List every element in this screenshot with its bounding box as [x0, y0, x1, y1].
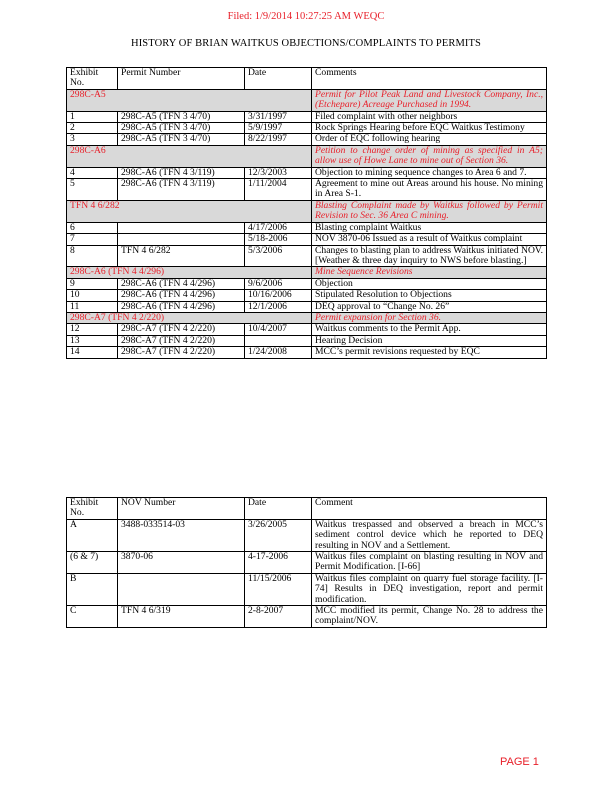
- table-row: [67, 179, 547, 201]
- nov-table-body: [67, 519, 547, 627]
- filed-stamp: Filed: 1/9/2014 10:27:25 AM WEQC: [227, 11, 385, 22]
- comment-cell: Stipulated Resolution to Objections: [312, 290, 547, 301]
- nov-cell: 3488-033514-03: [118, 519, 245, 551]
- table-row: [67, 234, 547, 245]
- group-row: [67, 200, 547, 222]
- comment-cell: Hearing Decision: [312, 335, 547, 346]
- group-label: 298C-A6: [67, 145, 312, 167]
- comment-cell: Blasting complaint Waitkus: [312, 222, 547, 233]
- date-cell: 12/3/2003: [245, 167, 312, 178]
- group-label: 298C-A6 (TFN 4 4/296): [67, 267, 312, 278]
- exhibit-cell: (6 & 7): [67, 552, 118, 574]
- exhibit-cell: 6: [67, 222, 118, 233]
- table-row: [67, 324, 547, 335]
- date-cell: 5/18-2006: [245, 234, 312, 245]
- group-comment: Permit for Pilot Peak Land and Livestock Company, Inc., (Etchepare) Acreage Purchased in 1994.: [312, 89, 547, 111]
- group-comment: Permit expansion for Section 36.: [312, 312, 547, 323]
- comment-cell: Waitkus trespassed and observed a breach in MCC’s sediment control device which he reported to DEQ resulting in NOV and a Settlement.: [312, 519, 547, 551]
- nov-table: [66, 497, 547, 628]
- group-comment: Blasting Complaint made by Waitkus followed by Permit Revision to Sec. 36 Area C mining.: [312, 200, 547, 222]
- permit-cell: [118, 222, 245, 233]
- comment-cell: Waitkus files complaint on blasting resulting in NOV and Permit Modification. [I-66]: [312, 552, 547, 574]
- exhibit-cell: 4: [67, 167, 118, 178]
- comment-cell: DEQ approval to “Change No. 26”: [312, 301, 547, 312]
- permit-cell: 298C-A6 (TFN 4 3/119): [118, 167, 245, 178]
- exhibit-cell: A: [67, 519, 118, 551]
- comment-cell: NOV 3870-06 Issued as a result of Waitkus complaint: [312, 234, 547, 245]
- permit-cell: [118, 234, 245, 245]
- exhibit-cell: 5: [67, 179, 118, 201]
- nov-header: NOV Number: [118, 498, 245, 520]
- permit-cell: TFN 4 6/282: [118, 245, 245, 267]
- exhibit-cell: 3: [67, 134, 118, 145]
- date-cell: 3/26/2005: [245, 519, 312, 551]
- date-header: Date: [245, 498, 312, 520]
- date-cell: 8/22/1997: [245, 134, 312, 145]
- exhibit-cell: 14: [67, 347, 118, 358]
- permit-cell: 298C-A5 (TFN 3 4/70): [118, 123, 245, 134]
- table-row: [67, 606, 547, 628]
- comment-cell: Objection to mining sequence changes to Area 6 and 7.: [312, 167, 547, 178]
- date-cell: 3/31/1997: [245, 111, 312, 122]
- exhibit-cell: 2: [67, 123, 118, 134]
- group-comment: Mine Sequence Revisions: [312, 267, 547, 278]
- table-row: [67, 167, 547, 178]
- permit-cell: 298C-A6 (TFN 4 4/296): [118, 301, 245, 312]
- exhibit-cell: C: [67, 606, 118, 628]
- nov-cell: TFN 4 6/319: [118, 606, 245, 628]
- group-label: 298C-A7 (TFN 4 2/220): [67, 312, 312, 323]
- group-comment: Petition to change order of mining as specified in A5; allow use of Howe Lane to mine out of Section 36.: [312, 145, 547, 167]
- exhibit-cell: 10: [67, 290, 118, 301]
- comment-cell: Rock Springs Hearing before EQC Waitkus Testimony: [312, 123, 547, 134]
- exhibit-cell: 1: [67, 111, 118, 122]
- exhibit-cell: 13: [67, 335, 118, 346]
- table-row: [67, 123, 547, 134]
- comment-cell: Order of EQC following hearing: [312, 134, 547, 145]
- date-cell: 11/15/2006: [245, 573, 312, 605]
- group-row: [67, 89, 547, 111]
- date-cell: 9/6/2006: [245, 278, 312, 289]
- exhibit-cell: 11: [67, 301, 118, 312]
- permit-cell: 298C-A7 (TFN 4 2/220): [118, 324, 245, 335]
- date-cell: 1/24/2008: [245, 347, 312, 358]
- table-row: [67, 301, 547, 312]
- table-row: [67, 552, 547, 574]
- exhibit-header: Exhibit No.: [67, 498, 118, 520]
- group-row: [67, 267, 547, 278]
- comment-cell: Waitkus files complaint on quarry fuel storage facility. [I-74] Results in DEQ investigation, report and permit modification.: [312, 573, 547, 605]
- nov-cell: 3870-06: [118, 552, 245, 574]
- comment-cell: MCC’s permit revisions requested by EQC: [312, 347, 547, 358]
- date-header: Date: [245, 68, 312, 90]
- date-cell: 4-17-2006: [245, 552, 312, 574]
- date-cell: 10/4/2007: [245, 324, 312, 335]
- date-cell: 5/3/2006: [245, 245, 312, 267]
- table-row: [67, 134, 547, 145]
- group-label: 298C-A5: [67, 89, 312, 111]
- table-row: [67, 222, 547, 233]
- group-label: TFN 4 6/282: [67, 200, 312, 222]
- table-row: [67, 573, 547, 605]
- comment-cell: Agreement to mine out Areas around his house. No mining in Area S-1.: [312, 179, 547, 201]
- date-cell: 2-8-2007: [245, 606, 312, 628]
- permit-cell: 298C-A6 (TFN 4 4/296): [118, 278, 245, 289]
- comment-cell: Objection: [312, 278, 547, 289]
- table-row: [67, 278, 547, 289]
- permit-cell: 298C-A7 (TFN 4 2/220): [118, 335, 245, 346]
- exhibit-cell: 7: [67, 234, 118, 245]
- nov-cell: [118, 573, 245, 605]
- exhibit-cell: 9: [67, 278, 118, 289]
- table-row: [67, 290, 547, 301]
- exhibit-cell: 8: [67, 245, 118, 267]
- table-row: [67, 335, 547, 346]
- permit-cell: 298C-A5 (TFN 3 4/70): [118, 111, 245, 122]
- comment-cell: Changes to blasting plan to address Waitkus initiated NOV. [Weather & three day inquiry to NWS before blasting.]: [312, 245, 547, 267]
- permits-table: [66, 67, 547, 359]
- table-header-row: [67, 68, 547, 90]
- comment-header: Comment: [312, 498, 547, 520]
- table-row: [67, 519, 547, 551]
- exhibit-cell: B: [67, 573, 118, 605]
- permit-header: Permit Number: [118, 68, 245, 90]
- date-cell: 5/9/1997: [245, 123, 312, 134]
- document-title: HISTORY OF BRIAN WAITKUS OBJECTIONS/COMPLAINTS TO PERMITS: [131, 38, 481, 49]
- date-cell: 4/17/2006: [245, 222, 312, 233]
- exhibit-cell: 12: [67, 324, 118, 335]
- permit-cell: 298C-A7 (TFN 4 2/220): [118, 347, 245, 358]
- group-row: [67, 312, 547, 323]
- date-cell: [245, 335, 312, 346]
- date-cell: 10/16/2006: [245, 290, 312, 301]
- permit-cell: 298C-A5 (TFN 3 4/70): [118, 134, 245, 145]
- comment-cell: Waitkus comments to the Permit App.: [312, 324, 547, 335]
- table-row: [67, 111, 547, 122]
- group-row: [67, 145, 547, 167]
- exhibit-header: Exhibit No.: [67, 68, 118, 90]
- comment-cell: Filed complaint with other neighbors: [312, 111, 547, 122]
- comments-header: Comments: [312, 68, 547, 90]
- table-header-row: [67, 498, 547, 520]
- page-number: PAGE 1: [500, 756, 539, 768]
- date-cell: 12/1/2006: [245, 301, 312, 312]
- comment-cell: MCC modified its permit, Change No. 28 to address the complaint/NOV.: [312, 606, 547, 628]
- date-cell: 1/11/2004: [245, 179, 312, 201]
- permit-cell: 298C-A6 (TFN 4 3/119): [118, 179, 245, 201]
- table-row: [67, 347, 547, 358]
- table-row: [67, 245, 547, 267]
- permit-cell: 298C-A6 (TFN 4 4/296): [118, 290, 245, 301]
- permits-table-body: [67, 89, 547, 358]
